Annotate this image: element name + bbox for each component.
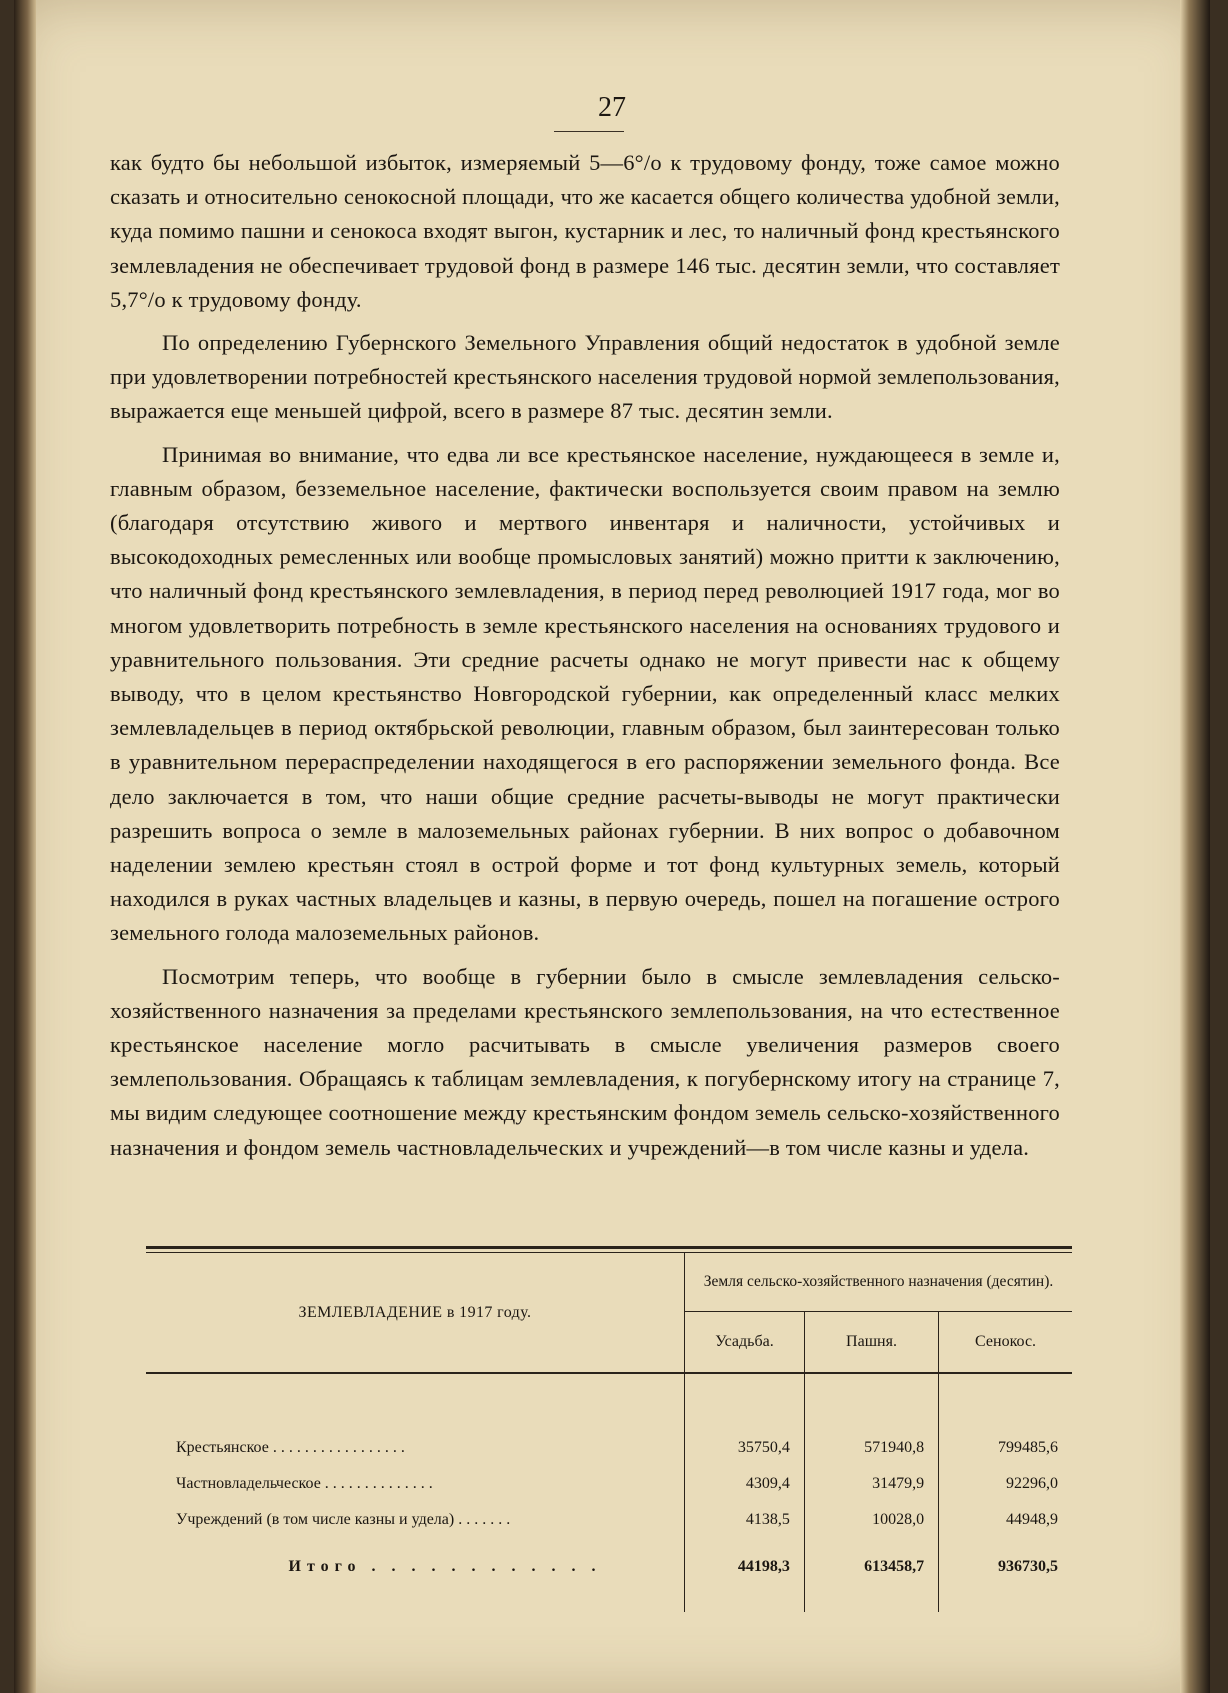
cell-value: 44948,9 [939, 1502, 1072, 1538]
cell-value: 92296,0 [939, 1466, 1072, 1502]
paragraph: как будто бы небольшой избыток, измеряемый 5—6°/о к трудовому фонду, тоже самое можно сказать и относительно сенокосной площади, что же касается общего количества удобной земли, куда помимо пашни и сенокоса входят выгон, кустарник и лес, то наличный фонд крестьянского землевладения не обеспечивает трудовой фонд в размере 146 тыс. десятин земли, что составляет 5,7°/о к трудовому фонду. [110, 150, 1060, 312]
column-header: Усадьба. [715, 1333, 774, 1350]
cell-value: 31479,9 [804, 1466, 938, 1502]
row-label: Крестьянское . . . . . . . . . . . . . . . . . [146, 1430, 685, 1466]
page-number: 27 [598, 92, 626, 123]
body-text [110, 146, 1060, 1174]
column-header: Сенокос. [939, 1312, 1072, 1374]
table-total-row [146, 1538, 1072, 1596]
column-group-header: Земля сельско-хозяйственного назначения (десятин). [685, 1253, 1073, 1312]
cell-value: 10028,0 [804, 1502, 938, 1538]
table-row [146, 1502, 1072, 1538]
row-label: Частновладельческое . . . . . . . . . . . . . . [146, 1466, 685, 1502]
table-row [146, 1430, 1072, 1466]
cell-value: 4138,5 [745, 1511, 790, 1528]
total-label: Итого . . . . . . . . . . . . [146, 1538, 685, 1596]
total-value: 613458,7 [804, 1538, 938, 1596]
page-number-underline [554, 131, 624, 132]
table-row [146, 1466, 1072, 1502]
total-value: 44198,3 [737, 1558, 790, 1575]
paragraph: Посмотрим теперь, что вообще в губернии было в смысле землевладения сельско-хозяйственного назначения за пределами крестьянского землепользования, на что естественное крестьянское население могло расчитывать в смысле увеличения размеров своего землепользования. Обращаясь к таблицам землевладения, к погубернскому итогу на странице 7, мы видим следующее соотношение между крестьянским фондом земель сельско-хозяйственного назначения и фондом земель частновладельческих и учреждений—в том числе казны и удела. [110, 963, 1060, 1160]
document-page [14, 0, 1210, 1693]
column-header: Пашня. [804, 1312, 938, 1374]
row-label: Учреждений (в том числе казны и удела) . . . . . . . [146, 1502, 685, 1538]
row-header: ЗЕМЛЕВЛАДЕНИЕ в 1917 году. [146, 1253, 685, 1373]
cell-value: 571940,8 [804, 1430, 938, 1466]
page-right-edge [1180, 0, 1210, 1693]
table-top-rule [146, 1246, 1072, 1253]
page-left-binding-edge [14, 0, 36, 1693]
paragraph: По определению Губернского Земельного Управления общий недостаток в удобной земле при удовлетворении потребностей крестьянского населения трудовой нормой землепользования, выражается еще меньшей цифрой, всего в размере 87 тыс. десятин земли. [110, 330, 1060, 424]
paragraph: Принимая во внимание, что едва ли все крестьянское население, нуждающееся в земле и, главным образом, безземельное население, фактически воспользуется своим правом на землю (благодаря отсутствию живого и мертвого инвентаря и наличности, устойчивых и высокодоходных ремесленных или вообще промысловых занятий) можно притти к заключению, что наличный фонд крестьянского землевладения, в период перед революцией 1917 года, мог во многом удовлетворить потребность в земле крестьянского населения на основаниях трудового и уравнительного пользования. Эти средние расчеты однако не могут привести нас к общему выводу, что в целом крестьянство Новгородской губернии, как определенный класс мелких землевладельцев в период октябрьской революции, главным образом, был заинтересован только в уравнительном перераспределении находящегося в его распоряжении земельного фонда. Все дело заключается в том, что наши общие средние расчеты-выводы не могут практически разрешить вопроса о земле в малоземельных районах губернии. В них вопрос о добавочном наделении землею крестьян стоял в острой форме и тот фонд культурных земель, который находился в руках частных владельцев и казны, в первую очередь, пошел на погашение острого земельного голода малоземельных районов. [110, 441, 1060, 946]
cell-value: 799485,6 [939, 1430, 1072, 1466]
landholding-table [146, 1246, 1072, 1612]
cell-value: 4309,4 [745, 1475, 790, 1492]
total-value: 936730,5 [939, 1538, 1072, 1596]
cell-value: 35750,4 [737, 1439, 790, 1456]
